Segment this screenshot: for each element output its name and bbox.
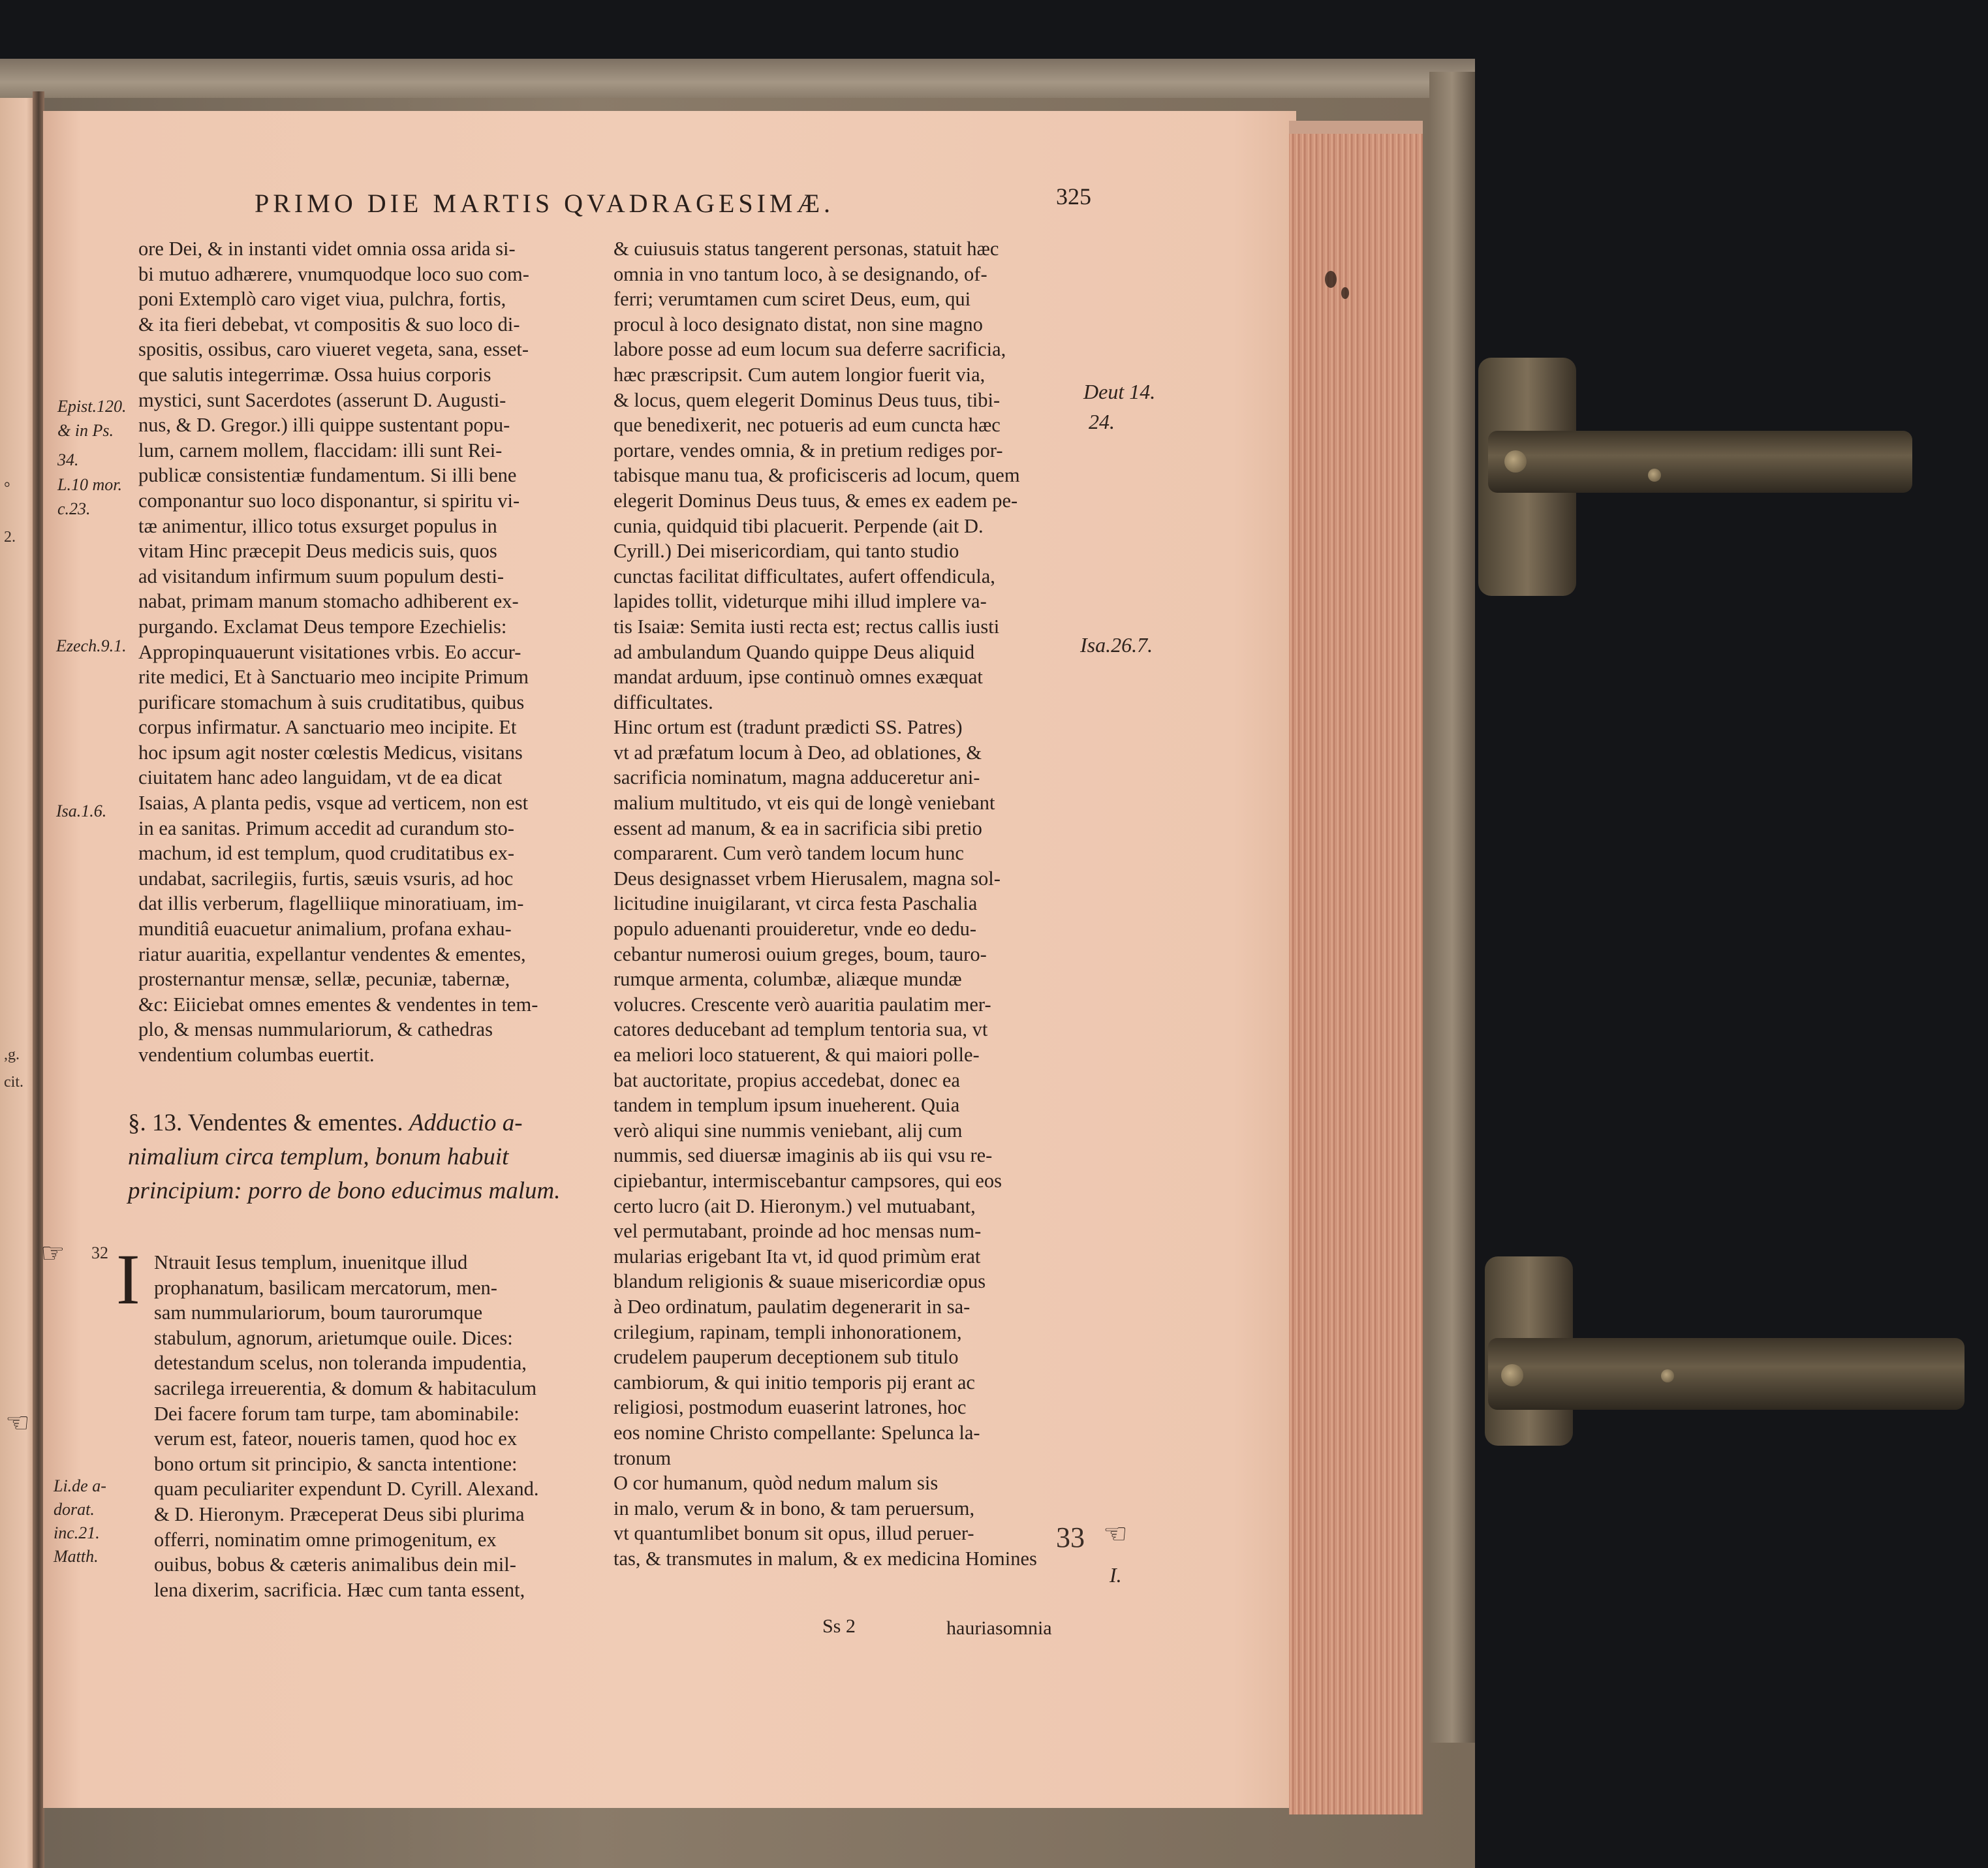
text-line: nus, & D. Gregor.) illi quippe sustentant popu- <box>138 414 510 437</box>
text-line: detestandum scelus, non toleranda impudentia, <box>154 1352 527 1375</box>
text-line: que benedixerit, nec potueris ad eum cuncta hæc <box>613 414 1001 437</box>
text-line: vt quantumlibet bonum sit opus, illud peruer- <box>613 1522 974 1545</box>
text-line: que salutis integerrimæ. Ossa huius corporis <box>138 363 491 386</box>
margin-note: inc.21. <box>54 1523 100 1542</box>
margin-note: 34. <box>57 450 79 469</box>
text-line: Isaias, A planta pedis, vsque ad verticem, non est <box>138 792 529 815</box>
text-line: tandem in templum ipsum inueherent. Quia <box>613 1094 960 1117</box>
margin-note: Ezech.9.1. <box>56 636 127 655</box>
text-line: ore Dei, & in instanti videt omnia ossa arida si- <box>138 238 516 260</box>
text-line: prosternantur mensæ, sellæ, pecuniæ, tabernæ, <box>138 968 510 991</box>
text-line: tæ animentur, illico totus exsurget populus in <box>138 514 497 537</box>
margin-note: Isa.1.6. <box>56 802 107 820</box>
text-line: componantur suo loco disponantur, si spiritu vi- <box>138 489 520 512</box>
right-column <box>613 236 1037 1571</box>
section-heading-line: nimalium circa templum, bonum habuit <box>128 1144 509 1170</box>
text-line: bono ortum sit principio, & sancta intentione: <box>154 1452 518 1475</box>
text-line: &c: Eiiciebat omnes ementes & vendentes in tem- <box>138 993 538 1016</box>
text-line: purgando. Exclamat Deus tempore Ezechielis: <box>138 615 507 638</box>
margin-note: Epist.120. <box>57 397 127 416</box>
text-line: rite medici, Et à Sanctuario meo incipite Primum <box>138 666 529 689</box>
text-line: verum est, fateor, noueris tamen, quod hoc ex <box>154 1427 518 1450</box>
text-line: difficultates. <box>613 691 713 713</box>
text-line: tis Isaiæ: Semita iusti recta est; rectus callis iusti <box>613 615 1000 638</box>
text-line: riatur auaritia, expellantur vendentes & ementes, <box>138 942 526 965</box>
text-line: vendentium columbas euertit. <box>138 1044 375 1066</box>
text-line: elegerit Dominus Deus tuus, & emes ex eadem pe- <box>613 489 1018 512</box>
text-line: labore posse ad eum locum sua deferre sacrificia, <box>613 338 1006 361</box>
left-page-fragment: 2. <box>4 529 16 546</box>
text-line: vitam Hinc præcepit Deus medicis suis, quos <box>138 540 497 563</box>
page-number: 325 <box>1056 183 1091 210</box>
upper-pin-icon <box>1648 469 1661 482</box>
upper-clasp-strap <box>1488 431 1912 493</box>
text-line: & locus, quem elegerit Dominus Deus tuus, tibi- <box>613 388 1001 411</box>
manicule-icon: ☜ <box>5 1409 30 1439</box>
text-line: cunctas facilitat difficultates, aufert offendicula, <box>613 565 995 587</box>
left-column <box>138 236 538 1068</box>
text-line: volucres. Crescente verò auaritia paulatim mer- <box>613 993 991 1016</box>
page-fore-edge <box>1289 121 1423 1814</box>
text-line: mystici, sunt Sacerdotes (asserunt D. Augusti- <box>138 388 506 411</box>
text-line: mularias erigebant Ita vt, id quod primùm erat <box>613 1245 981 1268</box>
text-line: religiosi, postmodum euaserint latrones, hoc <box>613 1396 967 1419</box>
text-line: crudelem pauperum deceptionem sub titulo <box>613 1346 959 1369</box>
margin-note: L.10 mor. <box>57 475 122 494</box>
text-line: rumque armenta, columbæ, aliæque mundæ <box>613 968 962 991</box>
handwritten-number: 32 <box>91 1243 108 1262</box>
text-line: Ntrauit Iesus templum, inuenitque illud <box>154 1251 468 1273</box>
text-line: catores deducebant ad templum tentoria sua, vt <box>613 1018 988 1041</box>
text-line: tronum <box>613 1446 672 1469</box>
catchword: hauriasomnia <box>946 1617 1052 1639</box>
section-heading-line: principium: porro de bono educimus malum. <box>128 1177 561 1204</box>
text-line: nummis, sed diuersæ imaginis ab iis qui vsu re- <box>613 1144 993 1167</box>
text-line: bat auctoritate, propius accedebat, donec ea <box>613 1068 960 1091</box>
lower-pin-icon <box>1661 1369 1674 1382</box>
text-line: in malo, verum & in bono, & tam peruersum, <box>613 1497 975 1519</box>
text-line: offerri, nominatim omne primogenitum, ex <box>154 1528 497 1551</box>
text-line: & D. Hieronym. Præceperat Deus sibi plurima <box>154 1502 525 1525</box>
text-line: nabat, primam manum stomacho adhiberent ex- <box>138 590 519 613</box>
book-spine-edge <box>1429 72 1475 1743</box>
text-line: licitudine inuigilarant, vt circa festa Paschalia <box>613 892 978 915</box>
text-line: O cor humanum, quòd nedum malum sis <box>613 1472 939 1495</box>
text-line: portare, vendes omnia, & in pretium rediges por- <box>613 439 1003 461</box>
ink-stain <box>1341 287 1349 299</box>
text-line: Dei facere forum tam turpe, tam abominabile: <box>154 1402 520 1425</box>
margin-note: dorat. <box>54 1500 95 1519</box>
text-line: lena dixerim, sacrificia. Hæc cum tanta essent, <box>154 1578 525 1601</box>
text-line: ciuitatem hanc adeo languidam, vt de ea dicat <box>138 766 503 789</box>
text-line: sam nummulariorum, boum taurorumque <box>154 1301 483 1324</box>
margin-note-right: 24. <box>1089 410 1115 433</box>
ink-stain <box>1325 271 1337 288</box>
manicule-icon: ☞ <box>40 1239 65 1269</box>
text-line: sacrilega irreuerentia, & domum & habitaculum <box>154 1377 537 1399</box>
text-line: populo aduenanti prouideretur, vnde eo dedu- <box>613 918 977 941</box>
upper-rivet-icon <box>1504 450 1527 473</box>
text-line: tas, & transmutes in malum, & ex medicina Homines <box>613 1547 1037 1570</box>
section-heading-subtitle: Adductio a- <box>409 1110 523 1136</box>
text-line: tabisque manu tua, & proficisceris ad locum, quem <box>613 464 1020 487</box>
text-line: Cyrill.) Dei misericordiam, qui tanto studio <box>613 540 959 563</box>
text-line: ouibus, bobus & cæteris animalibus dein mil- <box>154 1553 516 1576</box>
text-line: compararent. Cum verò tandem locum hunc <box>613 842 964 865</box>
text-line: Hinc ortum est (tradunt prædicti SS. Patres) <box>613 716 963 739</box>
left-page-fragment: ° <box>4 480 10 497</box>
text-line: poni Extemplò caro viget viua, pulchra, fortis, <box>138 288 506 311</box>
margin-note-right: Isa.26.7. <box>1080 633 1153 657</box>
manicule-icon: ☜ <box>1103 1519 1128 1549</box>
text-line: cebantur numerosi ouium greges, boum, tauro- <box>613 942 987 965</box>
text-line: Appropinquauerunt visitationes vrbis. Eo accur- <box>138 640 521 663</box>
text-line: cipiebantur, intermiscebantur campsores, qui eos <box>613 1169 1002 1192</box>
text-line: quam peculiariter expendunt D. Cyrill. Alexand. <box>154 1478 539 1501</box>
text-line: cambiorum, & qui initio temporis pij erant ac <box>613 1371 975 1393</box>
text-line: mandat arduum, ipse continuò omnes exæquat <box>613 666 983 689</box>
text-line: ad visitandum infirmum suum populum desti- <box>138 565 504 587</box>
left-column-2 <box>154 1250 539 1602</box>
text-line: essent ad manum, & ea in sacrificia sibi pretio <box>613 817 982 839</box>
text-line: Deus designasset vrbem Hierusalem, magna sol- <box>613 867 1001 890</box>
running-head: PRIMO DIE MARTIS QVADRAGESIMÆ. <box>255 189 835 218</box>
text-line: undabat, sacrilegiis, furtis, sæuis vsuris, ad hoc <box>138 867 514 890</box>
fore-edge-top <box>1289 121 1423 134</box>
text-line: munditiâ euacuetur animalium, profana exhau- <box>138 918 512 941</box>
lower-clasp-strap <box>1488 1338 1965 1410</box>
text-line: prophanatum, basilicam mercatorum, men- <box>154 1276 497 1299</box>
text-line: dat illis verberum, flagelliique minoratiuam, im- <box>138 892 524 915</box>
text-line: verò aliqui sine nummis veniebant, alij cum <box>613 1119 963 1142</box>
text-line: malium multitudo, vt eis qui de longè veniebant <box>613 792 995 815</box>
text-line: lum, carnem mollem, flaccidam: illi sunt Rei- <box>138 439 503 461</box>
signature-mark: Ss 2 <box>822 1615 856 1637</box>
left-page-fragment: ,g. <box>4 1046 20 1063</box>
text-line: eos nomine Christo compellante: Spelunca la- <box>613 1421 980 1444</box>
text-line: cunia, quidquid tibi placuerit. Perpende (ait D. <box>613 514 984 537</box>
text-line: procul à loco designato distat, non sine magno <box>613 313 983 335</box>
handwritten-number: 33 <box>1056 1521 1085 1553</box>
section-heading-title: §. 13. Vendentes & ementes. <box>128 1110 403 1136</box>
text-line: blandum religionis & suaue misericordiæ opus <box>613 1270 986 1293</box>
margin-note-right: I. <box>1110 1563 1122 1587</box>
section-heading <box>128 1106 561 1208</box>
text-line: à Deo ordinatum, paulatim degenerarit in sa- <box>613 1295 971 1318</box>
book-top-edge <box>0 59 1475 98</box>
text-line: ea meliori loco statuerent, & qui maiori polle- <box>613 1044 980 1066</box>
text-line: & cuiusuis status tangerent personas, statuit hæc <box>613 238 999 260</box>
text-line: ad ambulandum Quando quippe Deus aliquid <box>613 640 975 663</box>
text-line: stabulum, agnorum, arietumque ouile. Dices: <box>154 1326 513 1349</box>
text-line: corpus infirmatur. A sanctuario meo incipite. Et <box>138 716 517 739</box>
lower-rivet-icon <box>1501 1364 1523 1386</box>
margin-note: & in Ps. <box>57 421 114 440</box>
text-line: purificare stomachum à suis cruditatibus, quibus <box>138 691 525 713</box>
text-line: omnia in vno tantum loco, à se designando, of- <box>613 262 987 285</box>
drop-cap: I <box>116 1239 140 1319</box>
text-line: machum, id est templum, quod cruditatibus ex- <box>138 842 515 865</box>
text-line: spositis, ossibus, caro viueret vegeta, sana, esset- <box>138 338 529 361</box>
margin-note: c.23. <box>57 499 91 518</box>
text-line: hæc præscripsit. Cum autem longior fuerit via, <box>613 363 986 386</box>
text-line: in ea sanitas. Primum accedit ad curandum sto- <box>138 817 514 839</box>
text-line: publicæ consistentiæ fundamentum. Si illi bene <box>138 464 517 487</box>
text-line: certo lucro (ait D. Hieronym.) vel mutuabant, <box>613 1194 976 1217</box>
text-line: lapides tollit, videturque mihi illud implere va- <box>613 590 987 613</box>
text-line: & ita fieri debebat, vt compositis & suo loco di- <box>138 313 520 335</box>
text-line: vt ad præfatum locum à Deo, ad oblationes, & <box>613 741 982 764</box>
text-line: hoc ipsum agit noster cœlestis Medicus, visitans <box>138 741 523 764</box>
text-line: vel permutabant, proinde ad hoc mensas num- <box>613 1220 982 1243</box>
text-line: ferri; verumtamen cum sciret Deus, eum, qui <box>613 288 971 311</box>
left-page-fragment: cit. <box>4 1074 23 1091</box>
margin-note: Matth. <box>54 1547 99 1566</box>
margin-note: Li.de a- <box>54 1476 106 1495</box>
text-line: bi mutuo adhærere, vnumquodque loco suo com- <box>138 262 529 285</box>
text-line: sacrificia nominatum, magna adduceretur ani- <box>613 766 980 789</box>
text-line: crilegium, rapinam, templi inhonorationem, <box>613 1320 962 1343</box>
margin-note-right: Deut 14. <box>1083 380 1156 403</box>
text-line: plo, & mensas nummulariorum, & cathedras <box>138 1018 493 1041</box>
